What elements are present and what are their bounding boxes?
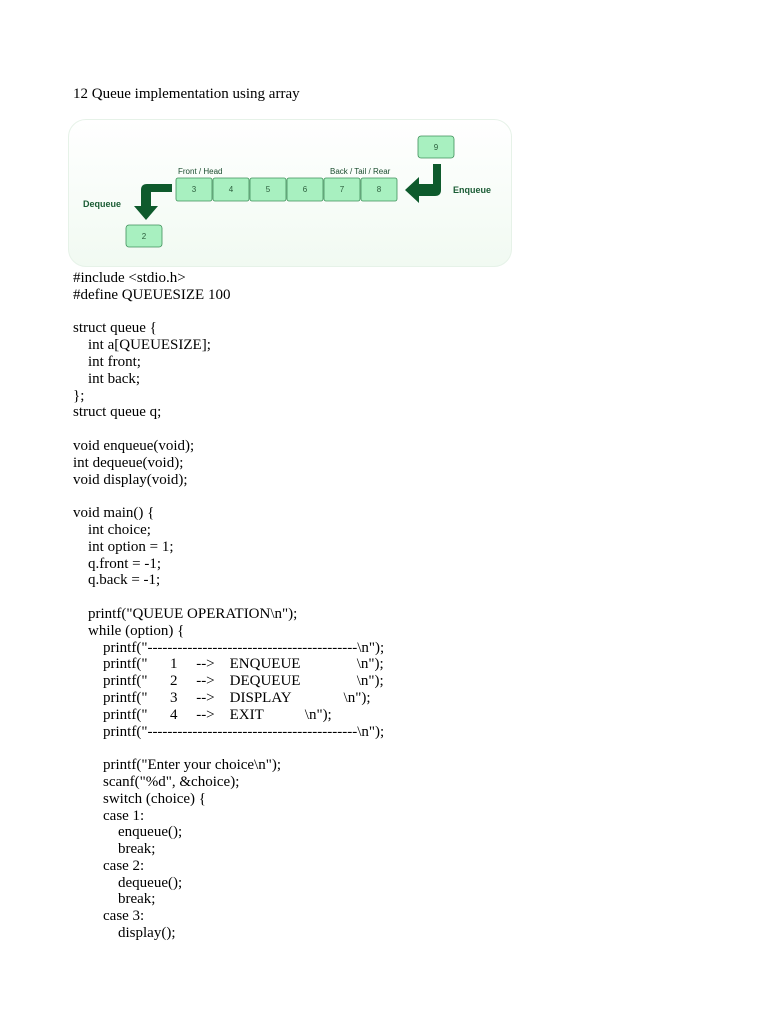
code-line: display(); (73, 925, 176, 942)
code-line: break; (73, 841, 156, 858)
incoming-cell-value: 9 (433, 143, 439, 152)
front-head-label: Front / Head (178, 167, 223, 176)
queue-cell (287, 178, 323, 201)
queue-cells (176, 178, 397, 201)
queue-cell-value: 5 (265, 185, 271, 194)
code-line: int dequeue(void); (73, 454, 184, 471)
queue-cell-value: 3 (191, 185, 197, 194)
code-line: void main() { (73, 505, 155, 522)
code-line: printf("QUEUE OPERATION\n"); (73, 605, 298, 622)
queue-cell (361, 178, 397, 201)
code-listing (73, 270, 384, 942)
code-line: struct queue q; (73, 404, 162, 421)
code-line: q.front = -1; (73, 555, 162, 572)
dequeue-arrow-icon (134, 184, 172, 220)
code-line: while (option) { (73, 622, 185, 639)
incoming-cell (418, 136, 454, 158)
queue-cell-value: 8 (376, 185, 382, 194)
code-line (73, 488, 384, 505)
code-line (73, 589, 384, 606)
code-line: int a[QUEUESIZE]; (73, 337, 211, 354)
code-line (73, 740, 384, 757)
enqueue-arrow-icon (405, 164, 441, 203)
code-line: int option = 1; (73, 538, 174, 555)
code-line: dequeue(); (73, 874, 183, 891)
outgoing-cell (126, 225, 162, 247)
code-line: int front; (73, 353, 141, 370)
back-tail-rear-label: Back / Tail / Rear (330, 167, 391, 176)
queue-cell (176, 178, 212, 201)
code-line: printf("Enter your choice\n"); (73, 757, 282, 774)
queue-cell (213, 178, 249, 201)
code-line: printf(" 1 --> ENQUEUE \n"); (73, 656, 384, 673)
queue-diagram (68, 119, 512, 267)
code-line (73, 304, 384, 321)
queue-diagram-svg (69, 120, 513, 268)
code-line: printf(" 4 --> EXIT \n"); (73, 706, 332, 723)
code-line: enqueue(); (73, 824, 183, 841)
code-line: struct queue { (73, 320, 157, 337)
code-line: int back; (73, 370, 141, 387)
code-line: case 2: (73, 857, 145, 874)
code-line: int choice; (73, 521, 151, 538)
code-line: void enqueue(void); (73, 437, 195, 454)
queue-cell-value: 7 (339, 185, 345, 194)
code-line: printf(" 2 --> DEQUEUE \n"); (73, 673, 384, 690)
queue-cell (250, 178, 286, 201)
code-line: scanf("%d", &choice); (73, 773, 240, 790)
queue-cell (324, 178, 360, 201)
code-line: case 1: (73, 807, 145, 824)
outgoing-cell-value: 2 (141, 232, 147, 241)
code-line: printf("------------------------------------------\n"); (73, 639, 385, 656)
code-line: switch (choice) { (73, 790, 206, 807)
code-line: }; (73, 387, 85, 404)
dequeue-label: Dequeue (83, 199, 122, 209)
code-line: case 3: (73, 908, 145, 925)
code-line: printf("------------------------------------------\n"); (73, 723, 385, 740)
queue-cell-value: 4 (228, 185, 234, 194)
code-line: q.back = -1; (73, 572, 161, 589)
code-line: void display(void); (73, 471, 188, 488)
enqueue-label: Enqueue (453, 185, 492, 195)
code-line: #include <stdio.h> (73, 270, 186, 286)
code-line (73, 421, 384, 438)
code-line: break; (73, 891, 156, 908)
code-line: printf(" 3 --> DISPLAY \n"); (73, 689, 371, 706)
queue-cell-value: 6 (302, 185, 308, 194)
page-title: 12 Queue implementation using array (73, 86, 300, 102)
code-line: #define QUEUESIZE 100 (73, 286, 231, 303)
